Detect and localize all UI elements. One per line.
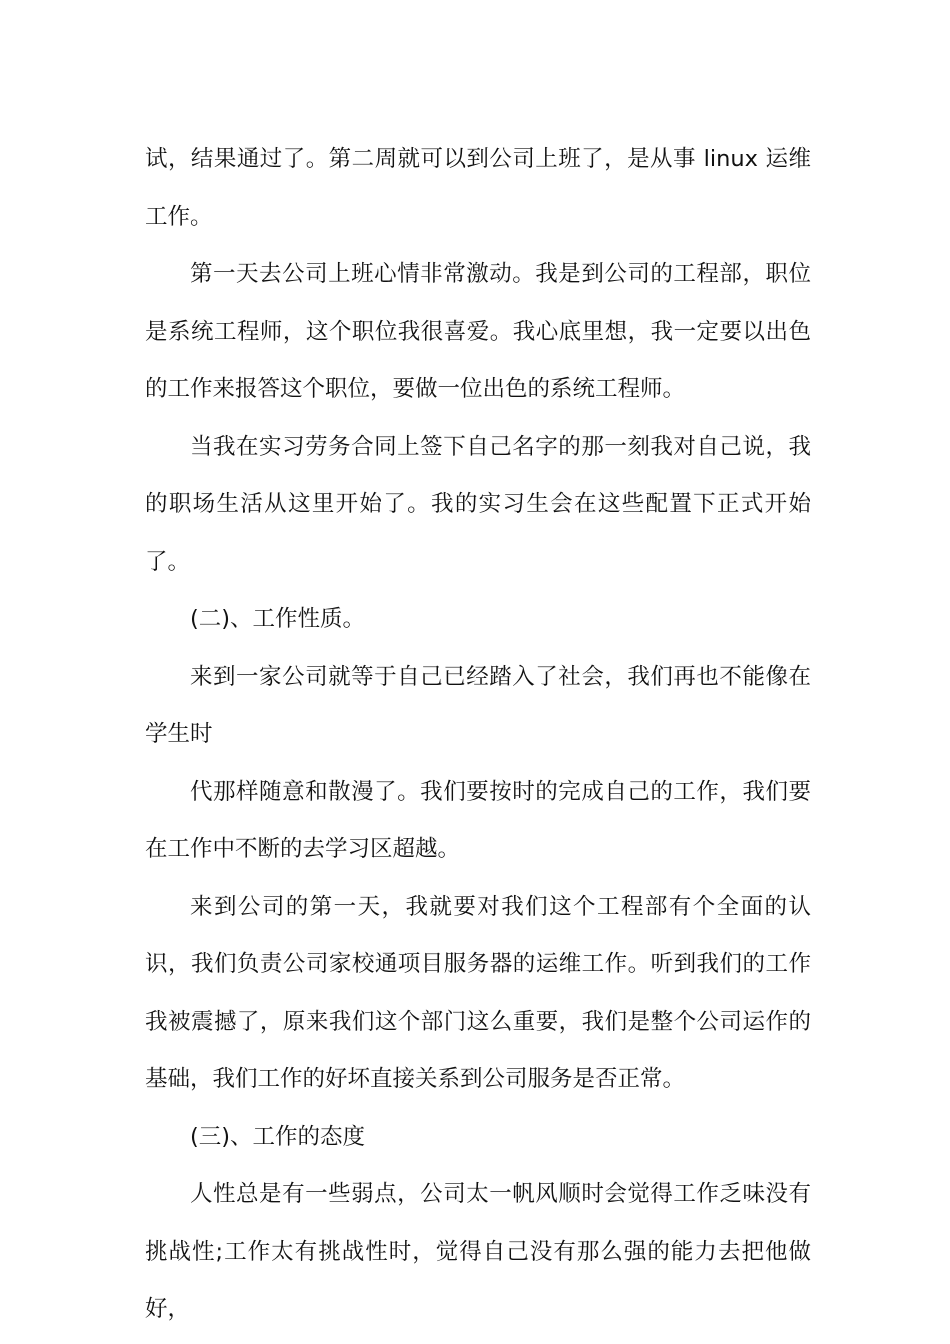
paragraph-1: 试，结果通过了。第二周就可以到公司上班了，是从事 linux 运维工作。: [145, 146, 811, 230]
paragraph-5: 代那样随意和散漫了。我们要按时的完成自己的工作，我们要在工作中不断的去学习区超越。: [145, 778, 811, 862]
paragraph-2: 第一天去公司上班心情非常激动。我是到公司的工程部，职位是系统工程师，这个职位我很喜爱。我心底里想，我一定要以出色的工作来报答这个职位，要做一位出色的系统工程师。: [145, 261, 811, 402]
paragraph-3: 当我在实习劳务合同上签下自己名字的那一刻我对自己说，我的职场生活从这里开始了。我的实习生会在这些配置下正式开始了。: [145, 433, 811, 575]
paragraph-7: 人性总是有一些弱点，公司太一帆风顺时会觉得工作乏味没有挑战性;工作太有挑战性时，觉得自己没有那么强的能力去把他做好，: [145, 1181, 811, 1322]
document-body: [145, 131, 811, 1339]
paragraph-4: 来到一家公司就等于自己已经踏入了社会，我们再也不能像在学生时: [145, 663, 811, 747]
section-heading-2: (二)、工作性质。: [190, 606, 366, 632]
section-heading-3: (三)、工作的态度: [190, 1123, 366, 1150]
paragraph-6: 来到公司的第一天，我就要对我们这个工程部有个全面的认识，我们负责公司家校通项目服务器的运维工作。听到我们的工作我被震撼了，原来我们这个部门这么重要，我们是整个公司运作的基础，我们工作的好坏直接关系到公司服务是否正常。: [145, 893, 811, 1092]
